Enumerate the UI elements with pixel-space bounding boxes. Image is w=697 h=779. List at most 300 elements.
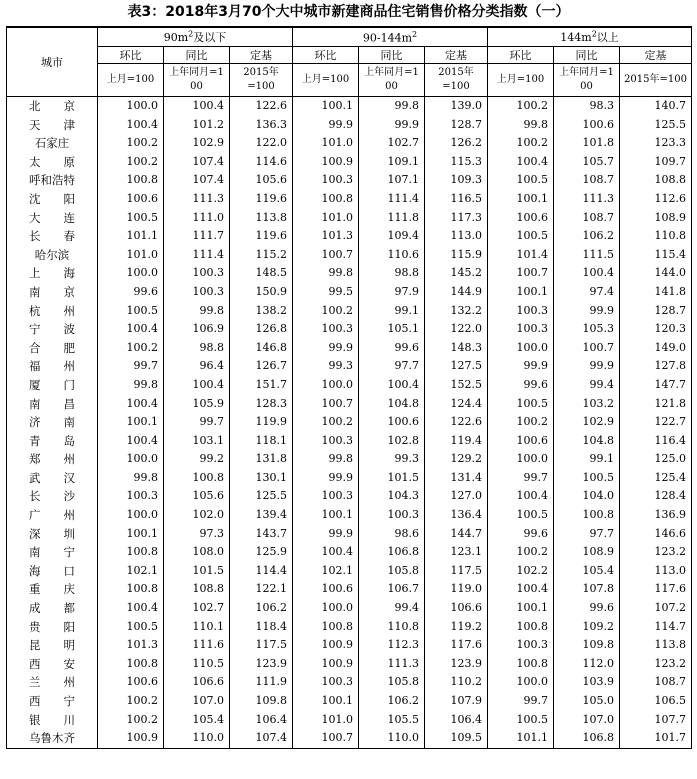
value-cell: 117.6 (425, 636, 488, 655)
value-cell: 139.0 (425, 97, 488, 116)
group-label: 90m (163, 31, 189, 44)
value-cell: 114.6 (230, 153, 293, 172)
value-cell: 100.0 (488, 673, 554, 692)
value-cell: 132.2 (425, 302, 488, 321)
value-cell: 125.0 (620, 450, 692, 469)
value-cell: 139.4 (230, 506, 293, 525)
value-cell: 101.0 (98, 246, 164, 265)
value-cell: 97.4 (554, 283, 620, 302)
value-cell: 100.2 (293, 413, 359, 432)
value-cell: 100.5 (488, 227, 554, 246)
value-cell: 148.5 (230, 264, 293, 283)
value-cell: 111.7 (164, 227, 230, 246)
value-cell: 99.1 (554, 450, 620, 469)
group-header-small (98, 27, 293, 47)
value-cell: 107.7 (620, 711, 692, 730)
base-header-mom: 上月=100 (293, 64, 359, 97)
value-cell: 99.9 (293, 339, 359, 358)
value-cell: 119.6 (230, 190, 293, 209)
value-cell: 143.7 (230, 525, 293, 544)
value-cell: 99.6 (488, 376, 554, 395)
value-cell: 102.1 (293, 562, 359, 581)
value-cell: 100.9 (293, 153, 359, 172)
value-cell: 99.8 (359, 97, 425, 116)
city-cell: 青 岛 (7, 432, 98, 451)
value-cell: 113.8 (230, 209, 293, 228)
city-cell: 兰 州 (7, 673, 98, 692)
value-cell: 123.3 (620, 134, 692, 153)
value-cell: 110.5 (164, 655, 230, 674)
city-cell: 重 庆 (7, 580, 98, 599)
value-cell: 117.3 (425, 209, 488, 228)
value-cell: 131.4 (425, 469, 488, 488)
value-cell: 144.0 (620, 264, 692, 283)
value-cell: 113.8 (620, 636, 692, 655)
value-cell: 100.5 (488, 506, 554, 525)
city-cell: 长 春 (7, 227, 98, 246)
value-cell: 119.6 (230, 227, 293, 246)
value-cell: 107.2 (620, 599, 692, 618)
value-cell: 99.4 (359, 599, 425, 618)
value-cell: 115.4 (620, 246, 692, 265)
value-cell: 111.8 (359, 209, 425, 228)
value-cell: 100.3 (488, 636, 554, 655)
value-cell: 119.9 (230, 413, 293, 432)
table-row (7, 450, 692, 469)
table-row (7, 302, 692, 321)
value-cell: 100.6 (293, 580, 359, 599)
group-header-medium (293, 27, 488, 47)
value-cell: 107.0 (164, 692, 230, 711)
value-cell: 99.6 (488, 525, 554, 544)
value-cell: 100.4 (98, 116, 164, 135)
value-cell: 144.7 (425, 525, 488, 544)
value-cell: 97.7 (554, 525, 620, 544)
city-cell: 郑 州 (7, 450, 98, 469)
value-cell: 104.0 (554, 487, 620, 506)
value-cell: 100.6 (359, 413, 425, 432)
value-cell: 103.9 (554, 673, 620, 692)
city-cell: 银 川 (7, 711, 98, 730)
value-cell: 100.5 (488, 171, 554, 190)
value-cell: 114.7 (620, 618, 692, 637)
value-cell: 107.4 (164, 171, 230, 190)
value-cell: 100.5 (98, 209, 164, 228)
city-cell: 广 州 (7, 506, 98, 525)
table-row (7, 525, 692, 544)
value-cell: 99.6 (554, 599, 620, 618)
value-cell: 101.0 (293, 711, 359, 730)
value-cell: 99.1 (359, 302, 425, 321)
value-cell: 116.4 (620, 432, 692, 451)
value-cell: 100.6 (488, 432, 554, 451)
table-row (7, 357, 692, 376)
value-cell: 100.6 (488, 209, 554, 228)
sub-header-mom: 环比 (488, 47, 554, 64)
value-cell: 106.4 (425, 711, 488, 730)
value-cell: 136.4 (425, 506, 488, 525)
group-label: 及以下 (193, 31, 227, 44)
table-row (7, 543, 692, 562)
value-cell: 99.7 (488, 692, 554, 711)
value-cell: 102.9 (164, 134, 230, 153)
city-cell: 南 宁 (7, 543, 98, 562)
value-cell: 100.1 (488, 599, 554, 618)
value-cell: 128.4 (620, 487, 692, 506)
value-cell: 127.8 (620, 357, 692, 376)
value-cell: 99.9 (554, 302, 620, 321)
table-row (7, 599, 692, 618)
base-header-mom: 上月=100 (98, 64, 164, 97)
value-cell: 100.2 (98, 692, 164, 711)
value-cell: 115.3 (425, 153, 488, 172)
value-cell: 107.4 (164, 153, 230, 172)
value-cell: 108.7 (620, 673, 692, 692)
value-cell: 103.1 (164, 432, 230, 451)
value-cell: 99.7 (98, 357, 164, 376)
value-cell: 99.9 (293, 116, 359, 135)
value-cell: 100.5 (98, 302, 164, 321)
value-cell: 100.6 (98, 673, 164, 692)
value-cell: 104.8 (554, 432, 620, 451)
value-cell: 109.5 (425, 729, 488, 748)
value-cell: 105.4 (164, 711, 230, 730)
value-cell: 115.2 (230, 246, 293, 265)
sub-header-fixed-base: 定基 (620, 47, 692, 64)
value-cell: 100.2 (488, 543, 554, 562)
sub-header-mom: 环比 (293, 47, 359, 64)
value-cell: 100.4 (98, 395, 164, 414)
value-cell: 111.3 (554, 190, 620, 209)
value-cell: 100.6 (554, 116, 620, 135)
value-cell: 119.2 (425, 618, 488, 637)
value-cell: 128.7 (425, 116, 488, 135)
value-cell: 108.9 (620, 209, 692, 228)
table-row (7, 655, 692, 674)
sub-header-mom: 环比 (98, 47, 164, 64)
value-cell: 125.5 (620, 116, 692, 135)
city-cell: 石家庄 (7, 134, 98, 153)
base-header-fixed-base: 2015年=100 (425, 64, 488, 97)
value-cell: 100.1 (293, 506, 359, 525)
city-cell: 海 口 (7, 562, 98, 581)
value-cell: 99.8 (164, 302, 230, 321)
table-row (7, 636, 692, 655)
value-cell: 106.4 (230, 711, 293, 730)
base-header-yoy: 上年同月=1 00 (359, 64, 425, 97)
value-cell: 123.2 (620, 543, 692, 562)
table-row (7, 190, 692, 209)
value-cell: 105.3 (554, 320, 620, 339)
value-cell: 100.9 (98, 729, 164, 748)
value-cell: 100.4 (98, 432, 164, 451)
table-header (7, 27, 692, 97)
table-row (7, 413, 692, 432)
city-cell: 长 沙 (7, 487, 98, 506)
group-label: 以上 (596, 31, 619, 44)
value-cell: 129.2 (425, 450, 488, 469)
value-cell: 101.2 (164, 116, 230, 135)
value-cell: 109.2 (554, 618, 620, 637)
value-cell: 108.7 (554, 209, 620, 228)
table-row (7, 171, 692, 190)
value-cell: 100.8 (164, 469, 230, 488)
table-row (7, 320, 692, 339)
value-cell: 100.8 (98, 655, 164, 674)
city-cell: 贵 阳 (7, 618, 98, 637)
value-cell: 99.9 (359, 116, 425, 135)
value-cell: 100.3 (293, 673, 359, 692)
value-cell: 100.4 (164, 376, 230, 395)
value-cell: 146.8 (230, 339, 293, 358)
value-cell: 100.1 (488, 190, 554, 209)
value-cell: 105.9 (164, 395, 230, 414)
value-cell: 100.4 (488, 580, 554, 599)
value-cell: 145.2 (425, 264, 488, 283)
value-cell: 107.8 (554, 580, 620, 599)
value-cell: 100.0 (293, 376, 359, 395)
value-cell: 106.2 (230, 599, 293, 618)
table-row (7, 618, 692, 637)
table-row (7, 116, 692, 135)
value-cell: 114.4 (230, 562, 293, 581)
value-cell: 106.6 (425, 599, 488, 618)
value-cell: 107.4 (230, 729, 293, 748)
value-cell: 99.4 (554, 376, 620, 395)
value-cell: 100.7 (554, 339, 620, 358)
value-cell: 140.7 (620, 97, 692, 116)
value-cell: 100.3 (293, 171, 359, 190)
value-cell: 141.8 (620, 283, 692, 302)
city-cell: 西 宁 (7, 692, 98, 711)
value-cell: 101.1 (98, 227, 164, 246)
value-cell: 126.2 (425, 134, 488, 153)
table-row (7, 487, 692, 506)
value-cell: 100.2 (98, 711, 164, 730)
value-cell: 100.4 (488, 487, 554, 506)
value-cell: 99.9 (488, 357, 554, 376)
value-cell: 107.1 (359, 171, 425, 190)
value-cell: 100.9 (293, 636, 359, 655)
city-cell: 深 圳 (7, 525, 98, 544)
table-row (7, 506, 692, 525)
value-cell: 100.4 (293, 543, 359, 562)
value-cell: 99.9 (293, 525, 359, 544)
value-cell: 105.7 (554, 153, 620, 172)
value-cell: 110.8 (620, 227, 692, 246)
table-row (7, 395, 692, 414)
table-title: 表3：2018年3月70个大中城市新建商品住宅销售价格分类指数（一） (127, 4, 570, 20)
city-cell: 北 京 (7, 97, 98, 116)
value-cell: 105.8 (359, 673, 425, 692)
value-cell: 120.3 (620, 320, 692, 339)
value-cell: 108.0 (164, 543, 230, 562)
value-cell: 118.4 (230, 618, 293, 637)
value-cell: 99.2 (164, 450, 230, 469)
value-cell: 98.8 (359, 264, 425, 283)
city-cell: 昆 明 (7, 636, 98, 655)
value-cell: 110.1 (164, 618, 230, 637)
value-cell: 101.0 (293, 134, 359, 153)
value-cell: 144.9 (425, 283, 488, 302)
value-cell: 100.3 (488, 302, 554, 321)
value-cell: 123.9 (230, 655, 293, 674)
value-cell: 111.3 (359, 655, 425, 674)
value-cell: 100.9 (293, 655, 359, 674)
table-row (7, 209, 692, 228)
table-row (7, 673, 692, 692)
value-cell: 100.3 (488, 320, 554, 339)
value-cell: 100.1 (293, 692, 359, 711)
value-cell: 102.2 (488, 562, 554, 581)
table-row (7, 711, 692, 730)
value-cell: 105.1 (359, 320, 425, 339)
table-row (7, 283, 692, 302)
table-row (7, 134, 692, 153)
city-cell: 大 连 (7, 209, 98, 228)
value-cell: 117.5 (425, 562, 488, 581)
city-cell: 杭 州 (7, 302, 98, 321)
group-header-large (488, 27, 692, 47)
value-cell: 149.0 (620, 339, 692, 358)
value-cell: 100.4 (164, 97, 230, 116)
value-cell: 130.1 (230, 469, 293, 488)
value-cell: 109.8 (230, 692, 293, 711)
value-cell: 102.7 (164, 599, 230, 618)
value-cell: 100.4 (98, 599, 164, 618)
value-cell: 106.8 (554, 729, 620, 748)
base-header-yoy: 上年同月=1 00 (554, 64, 620, 97)
value-cell: 100.4 (359, 376, 425, 395)
value-cell: 99.8 (293, 264, 359, 283)
value-cell: 108.8 (164, 580, 230, 599)
value-cell: 100.5 (554, 469, 620, 488)
value-cell: 98.3 (554, 97, 620, 116)
value-cell: 99.8 (293, 450, 359, 469)
value-cell: 100.0 (98, 264, 164, 283)
city-cell: 呼和浩特 (7, 171, 98, 190)
value-cell: 100.2 (293, 302, 359, 321)
value-cell: 101.3 (98, 636, 164, 655)
value-cell: 100.0 (98, 450, 164, 469)
value-cell: 97.3 (164, 525, 230, 544)
value-cell: 117.6 (620, 580, 692, 599)
city-cell: 南 昌 (7, 395, 98, 414)
value-cell: 100.8 (98, 580, 164, 599)
value-cell: 101.4 (488, 246, 554, 265)
value-cell: 108.7 (554, 171, 620, 190)
group-label-sup: 2 (188, 29, 194, 39)
table-row (7, 97, 692, 116)
value-cell: 102.9 (554, 413, 620, 432)
value-cell: 124.4 (425, 395, 488, 414)
value-cell: 151.7 (230, 376, 293, 395)
city-cell: 武 汉 (7, 469, 98, 488)
value-cell: 99.9 (554, 357, 620, 376)
value-cell: 102.8 (359, 432, 425, 451)
value-cell: 101.3 (293, 227, 359, 246)
city-cell: 太 原 (7, 153, 98, 172)
value-cell: 106.9 (164, 320, 230, 339)
group-label-sup: 2 (591, 29, 597, 39)
value-cell: 102.0 (164, 506, 230, 525)
value-cell: 100.0 (293, 599, 359, 618)
value-cell: 100.8 (488, 655, 554, 674)
city-cell: 上 海 (7, 264, 98, 283)
value-cell: 127.0 (425, 487, 488, 506)
value-cell: 109.3 (425, 171, 488, 190)
value-cell: 128.3 (230, 395, 293, 414)
value-cell: 102.7 (359, 134, 425, 153)
value-cell: 119.0 (425, 580, 488, 599)
value-cell: 138.2 (230, 302, 293, 321)
value-cell: 106.2 (554, 227, 620, 246)
city-cell: 沈 阳 (7, 190, 98, 209)
value-cell: 100.6 (98, 190, 164, 209)
value-cell: 99.6 (359, 339, 425, 358)
table-row (7, 246, 692, 265)
base-header-yoy: 上年同月=1 00 (164, 64, 230, 97)
value-cell: 100.3 (98, 487, 164, 506)
city-cell: 乌鲁木齐 (7, 729, 98, 748)
table-row (7, 469, 692, 488)
value-cell: 100.8 (488, 618, 554, 637)
value-cell: 122.6 (230, 97, 293, 116)
value-cell: 125.9 (230, 543, 293, 562)
value-cell: 105.6 (230, 171, 293, 190)
city-cell: 厦 门 (7, 376, 98, 395)
value-cell: 122.0 (230, 134, 293, 153)
value-cell: 109.1 (359, 153, 425, 172)
value-cell: 100.3 (359, 506, 425, 525)
city-cell: 宁 波 (7, 320, 98, 339)
value-cell: 116.5 (425, 190, 488, 209)
value-cell: 105.6 (164, 487, 230, 506)
value-cell: 99.8 (98, 376, 164, 395)
city-cell: 南 京 (7, 283, 98, 302)
value-cell: 126.7 (230, 357, 293, 376)
table-row (7, 264, 692, 283)
value-cell: 100.3 (293, 487, 359, 506)
city-cell: 福 州 (7, 357, 98, 376)
value-cell: 99.9 (293, 469, 359, 488)
value-cell: 102.1 (98, 562, 164, 581)
value-cell: 100.0 (98, 506, 164, 525)
value-cell: 100.2 (488, 97, 554, 116)
value-cell: 100.7 (293, 395, 359, 414)
value-cell: 100.5 (488, 395, 554, 414)
price-index-table (6, 26, 692, 749)
value-cell: 128.7 (620, 302, 692, 321)
table-row (7, 432, 692, 451)
value-cell: 110.6 (359, 246, 425, 265)
value-cell: 111.9 (230, 673, 293, 692)
value-cell: 106.8 (359, 543, 425, 562)
value-cell: 100.2 (98, 339, 164, 358)
value-cell: 100.3 (164, 264, 230, 283)
value-cell: 104.8 (359, 395, 425, 414)
city-cell: 天 津 (7, 116, 98, 135)
base-header-fixed-base: 2015年=100 (230, 64, 293, 97)
value-cell: 101.8 (554, 134, 620, 153)
value-cell: 100.2 (98, 134, 164, 153)
value-cell: 109.7 (620, 153, 692, 172)
table-row (7, 562, 692, 581)
value-cell: 100.0 (488, 339, 554, 358)
value-cell: 108.9 (554, 543, 620, 562)
value-cell: 123.2 (620, 655, 692, 674)
value-cell: 112.0 (554, 655, 620, 674)
